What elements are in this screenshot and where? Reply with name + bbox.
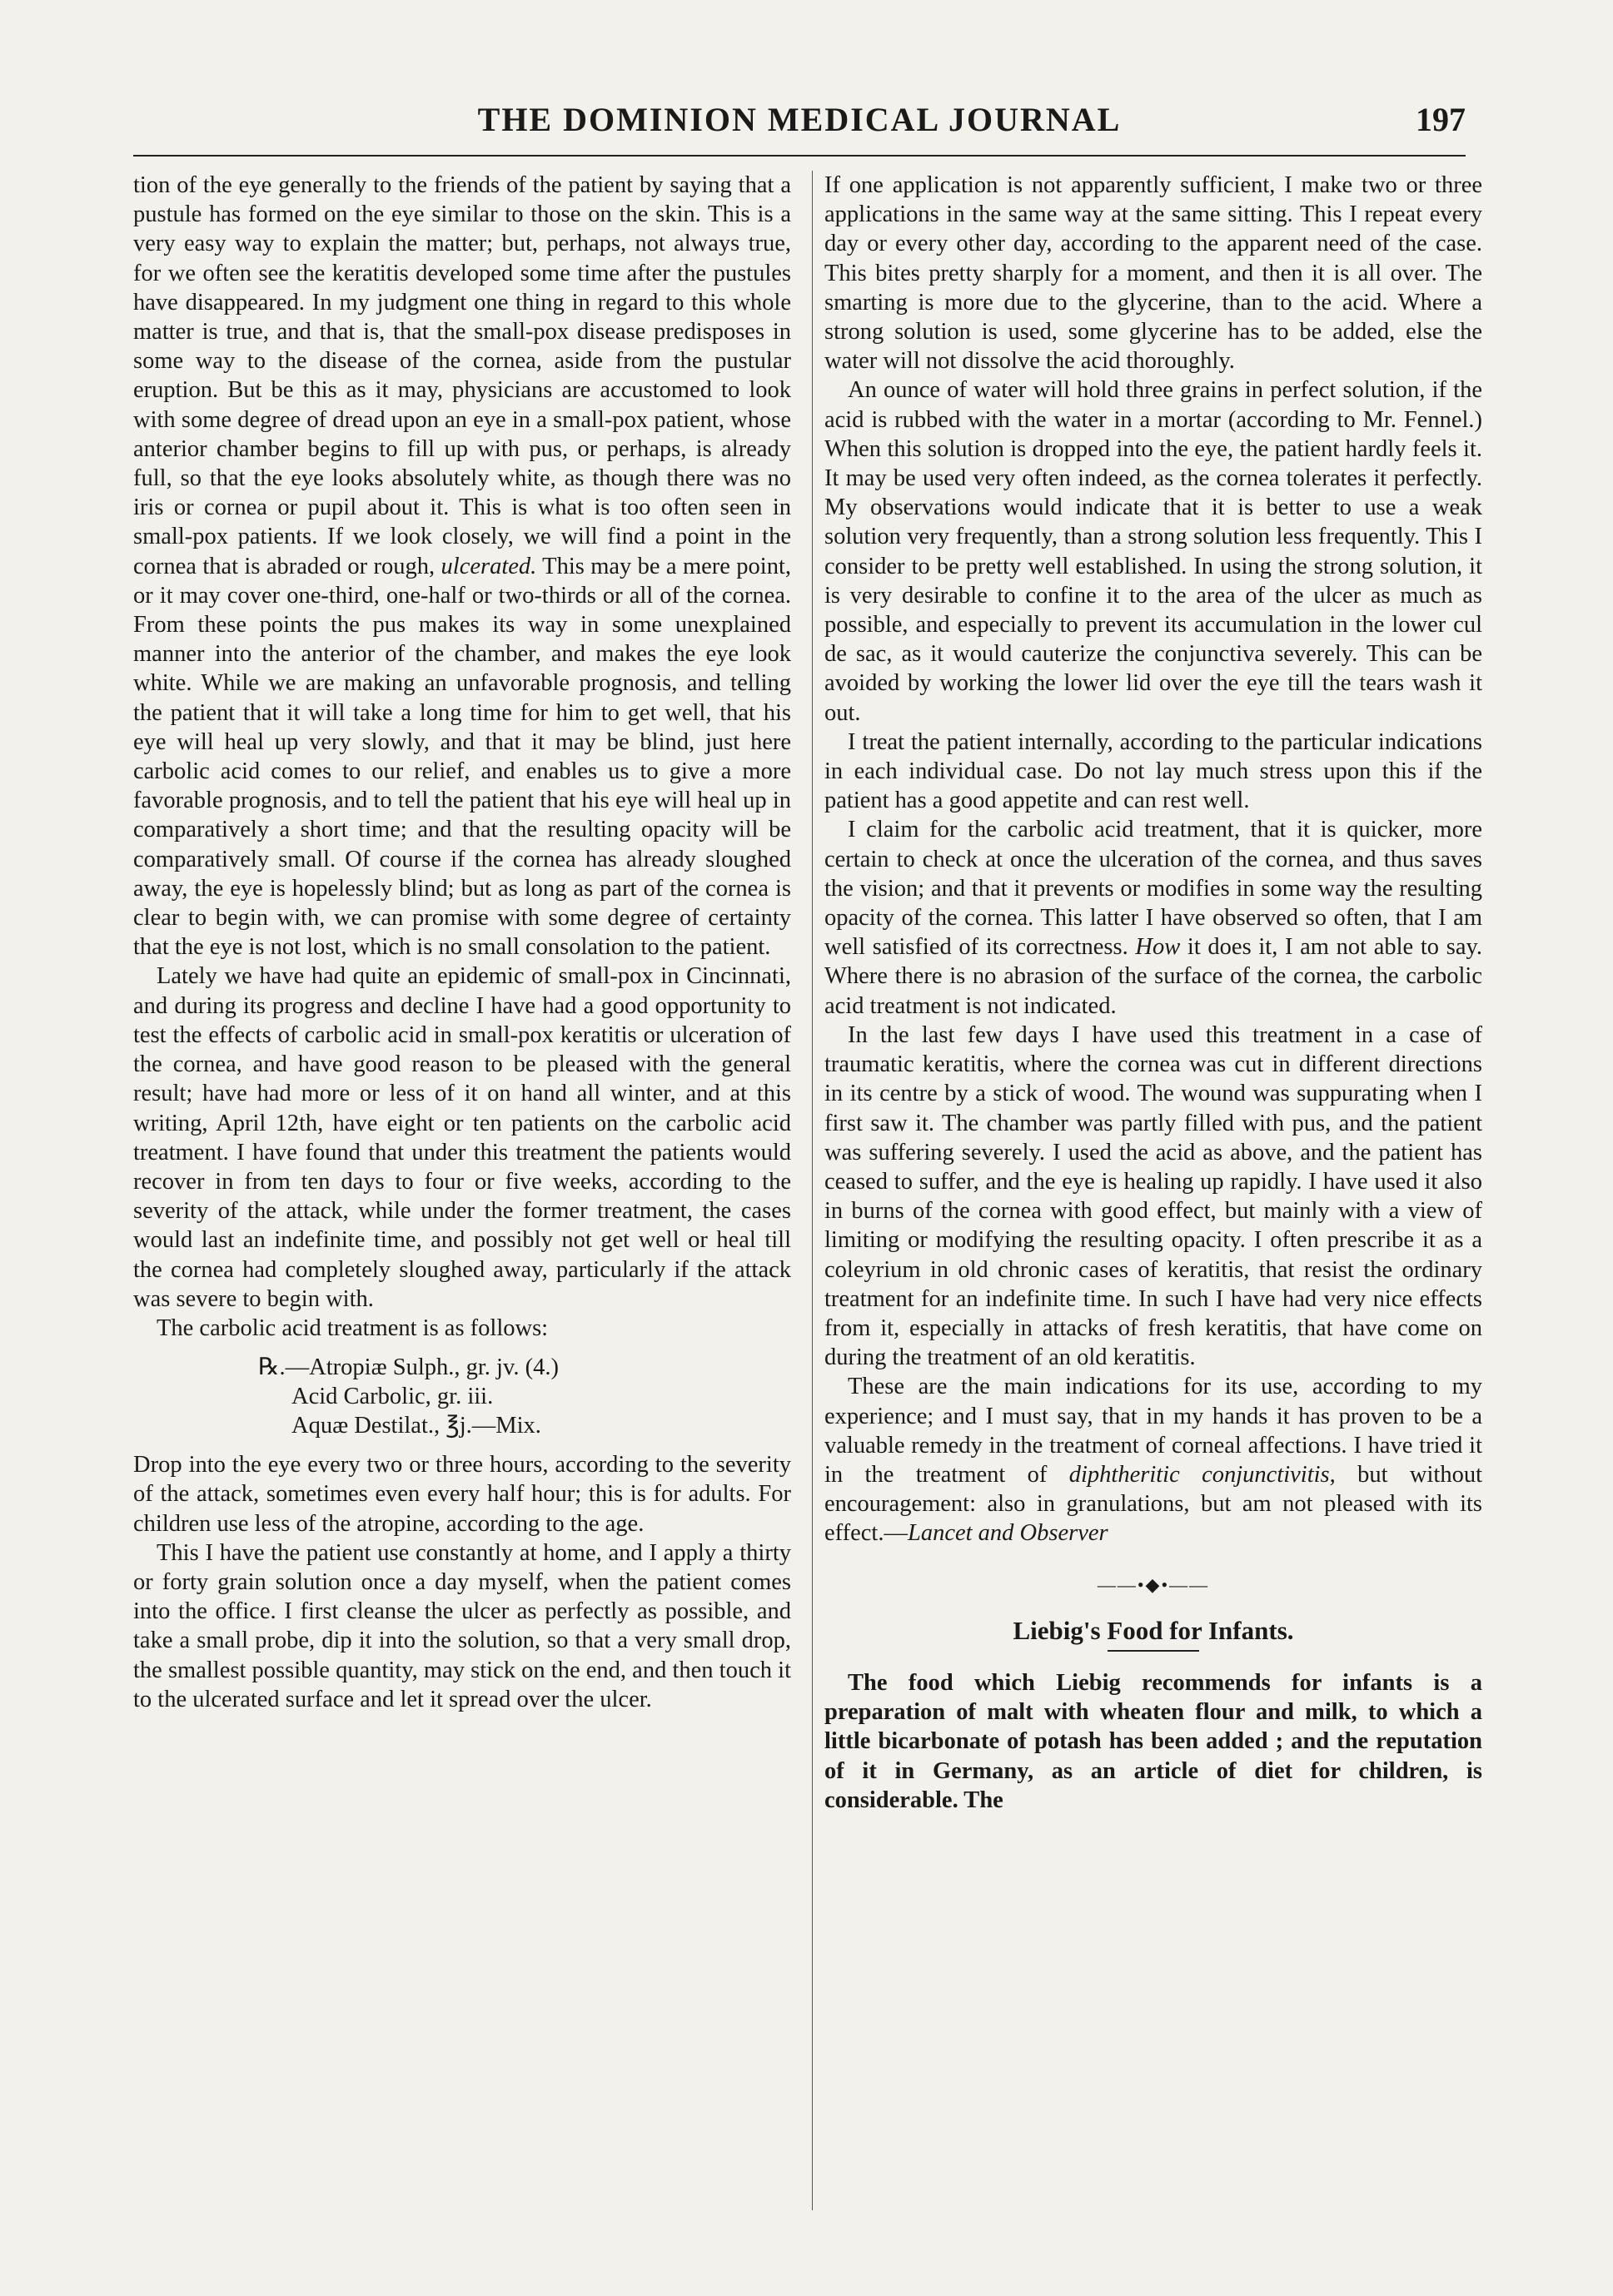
running-head [133, 100, 1466, 150]
paragraph: I treat the patient internally, according to the particular indications in each individual case. Do not lay much stress upon this if the patient has a good appetite and can rest well. [824, 728, 1482, 814]
page-number: 197 [1416, 101, 1466, 138]
italic-text: diphtheritic conjunctivitis, [1068, 1461, 1336, 1488]
paragraph [824, 815, 1482, 1020]
text: tion of the eye generally to the friends of the patient by saying that a pustule has formed on the eye similar to those on the skin. This is a very easy way to explain the matter; but, perhaps, not always true, for we often see the keratitis developed some time after the pustules have disappeared. In my judgment one thing in regard to this whole matter is true, and that is, that the small-pox disease predisposes in some way to the disease of the cornea, aside from the pustular eruption. But be this as it may, physicians are accustomed to look with some degree of dread upon an eye in a small-pox patient, whose anterior chamber begins to fill up with pus, or perhaps, is already full, so that the eye looks absolutely white, as though there was no iris or cornea or pupil about it. This is what is too often seen in small-pox patients. If we look closely, we will find a point in the cornea that is abraded or rough, [133, 172, 791, 579]
column-divider [812, 171, 813, 2210]
prescription-line: Aquæ Destilat., ℥j.—Mix. [291, 1413, 541, 1439]
text: These are the main indications for its use, according to my experience; and I must say, that in my hands it has proven to be a valuable remedy in the treatment of corneal affections. I have tried it in the treatment of [824, 1374, 1482, 1488]
title-rule [1108, 1650, 1199, 1652]
text: it does it, I am not able to say. Where there is no abrasion of the surface of the cornea, the carbolic acid treatment is not indicated. [824, 934, 1482, 1019]
italic-text: How [1135, 934, 1181, 961]
italic-text: ulcerated. [441, 553, 537, 579]
paragraph: If one application is not apparently sufficient, I make two or three applications in the same way at the same sitting. This I repeat every day or every other day, according to the apparent need of the case. This bites pretty sharply for a moment, and then it is all over. The smarting is more due to the glycerine, than to the acid. Where a strong solution is used, some glycerine has to be added, else the water will not dissolve the acid thoroughly. [824, 172, 1482, 375]
right-column [824, 171, 1482, 1815]
paragraph: Lately we have had quite an epidemic of small-pox in Cincinnati, and during its progress and decline I have had a good opportunity to test the effects of carbolic acid in small-pox keratitis or ulceration of the cornea, and have good reason to be pleased with the general result; have had more or less of it on hand all winter, and at this writing, April 12th, have eight or ten patients on the carbolic acid treatment. I have found that under this treatment the patients would recover in from ten days to four or five weeks, according to the severity of the attack, while under the former treatment, the cases would last an indefinite time, and possibly not get well or heal till the cornea had completely sloughed away, particularly if the attack was severe to begin with. [133, 963, 791, 1312]
paragraph [133, 171, 791, 962]
paragraph: The food which Liebig recommends for infants is a preparation of malt with wheaten flour and milk, to which a little bicarbonate of potash has been added ; and the reputation of it in Germany, as an article of diet for children, is considerable. The [824, 1669, 1482, 1813]
paragraph: This I have the patient use constantly at home, and I apply a thirty or forty grain solution once a day myself, when the patient comes into the office. I first cleanse the ulcer as perfectly as possible, and take a small probe, dip it into the solution, so that a very small drop, the smallest possible quantity, may stick on the end, and then touch it to the ulcerated surface and let it spread over the ulcer. [133, 1539, 791, 1712]
paragraph: The carbolic acid treatment is as follows: [157, 1314, 549, 1341]
text: This may be a mere point, or it may cover one-third, one-half or two-thirds or all of the cornea. From these points the pus makes its way in some unexplained manner into the anterior of the chamber, and makes the eye look white. While we are making an unfavorable prognosis, and telling the patient that it will take a long time for him to get well, that his eye will heal up very slowly, and that it may be blind, just here carbolic acid comes to our relief, and enables us to give a more favorable prognosis, and to tell the patient that his eye will heal up in comparatively a short time; and that the resulting opacity will be comparatively small. Of course if the cornea has already sloughed away, the eye is hopelessly blind; but as long as part of the cornea is clear to begin with, we can promise with some degree of certainty that the eye is not lost, which is no small consolation to the patient. [133, 553, 792, 961]
paragraph: Drop into the eye every two or three hours, according to the severity of the attack, sometimes even every half hour; this is for adults. For children use less of the atropine, according to the age. [133, 1452, 791, 1537]
prescription-line: Acid Carbolic, gr. iii. [291, 1384, 494, 1410]
text: but without encouragement: also in granulations, but am not pleased with its effect.— [824, 1461, 1482, 1547]
left-column [133, 171, 791, 1714]
section-title: Liebig's Food for Infants. [1013, 1615, 1294, 1645]
prescription [258, 1353, 791, 1440]
header-rule [133, 155, 1466, 157]
journal-title: THE DOMINION MEDICAL JOURNAL [477, 101, 1122, 138]
source-citation: Lancet and Observer [907, 1520, 1108, 1547]
paragraph [824, 1372, 1482, 1548]
paragraph: An ounce of water will hold three grains in perfect solution, if the acid is rubbed with the water in a mortar (according to Mr. Fennel.) When this solution is dropped into the eye, the patient hardly feels it. It may be used very often indeed, as the cornea tolerates it perfectly. My observations would indicate that it is better to use a weak solution very frequently, than a strong solution less frequently. This I consider to be pretty well established. In using the strong solution, it is very desirable to confine it to the area of the ulcer as much as possible, and especially to prevent its accumulation in the lower cul de sac, as it would cauterize the conjunctiva severely. This can be avoided by working the lower lid over the eye till the tears wash it out. [824, 377, 1482, 726]
prescription-line: ℞.—Atropiæ Sulph., gr. jv. (4.) [258, 1354, 559, 1381]
section-ornament: ——•◆•—— [1097, 1573, 1210, 1595]
paragraph: In the last few days I have used this treatment in a case of traumatic keratitis, where the cornea was cut in different directions in its centre by a stick of wood. The wound was suppurating when I first saw it. The chamber was partly filled with pus, and the patient was suffering severely. I used the acid as above, and the patient has ceased to suffer, and the eye is healing up rapidly. I have used it also in burns of the cornea with good effect, but mainly with a view of limiting or modifying the resulting opacity. I often prescribe it as a coleyrium in old chronic cases of keratitis, that resist the ordinary treatment for an indefinite time. In such I have had very nice effects from it, especially in attacks of fresh keratitis, that have come on during the treatment of an old keratitis. [824, 1021, 1482, 1371]
text: I claim for the carbolic acid treatment, that it is quicker, more certain to check at once the ulceration of the cornea, and thus saves the vision; and that it prevents or modifies in some way the resulting opacity of the cornea. This latter I have observed so often, that I am well satisfied of its correctness. [824, 817, 1482, 961]
